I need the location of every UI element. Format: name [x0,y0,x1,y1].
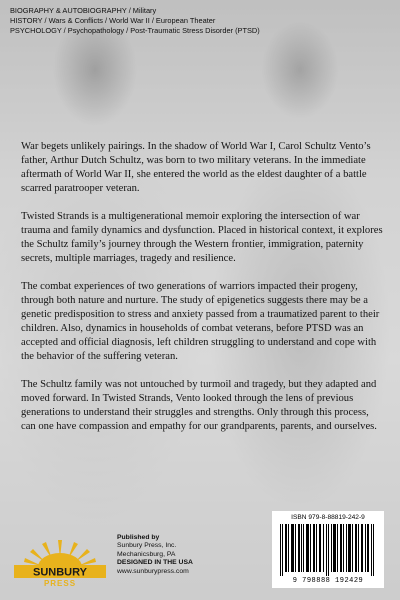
logo-text-top: SUNBURY [33,566,87,579]
publisher-line: Sunbury Press, Inc. [117,542,177,550]
logo-text-bottom: PRESS [43,579,77,588]
subject-categories [10,6,390,36]
publisher-line: DESIGNED IN THE USA [117,559,193,567]
blurb-paragraph: Twisted Strands is a multigenerational memoir exploring the intersection of war trauma and family dynamics and dysfunction. Placed in historical context, it explores the Schultz family’s journey through the Western frontier, immigration, paternity secrets, multiple marriages, tragedy and resilience. [21,211,383,264]
blurb [21,140,383,448]
blurb-paragraph: The Schultz family was not untouched by turmoil and tragedy, but they adapted and moved forward. In Twisted Strands, Vento looked through the lens of previous generations to understand their struggles and strengths. Only through this process, can one have compassion and empathy for our grandparents, parents, and ourselves. [21,379,377,432]
blurb-paragraph: War begets unlikely pairings. In the shadow of World War I, Carol Schultz Vento’s father, Arthur Dutch Schultz, was born to two military veterans. In the immediate aftermath of World War II, she entered the world as the eldest daughter of a battle scarred paratrooper veteran. [21,141,371,194]
isbn-label: ISBN 979-8-88819-242-9 [291,514,365,521]
category-line: BIOGRAPHY & AUTOBIOGRAPHY / Military [10,6,157,15]
publisher-line: www.sunburypress.com [117,567,189,575]
category-line: PSYCHOLOGY / Psychopathology / Post-Traumatic Stress Disorder (PTSD) [10,26,260,35]
barcode-number: 9 798888 192429 [292,577,364,585]
category-line: HISTORY / Wars & Conflicts / World War II / European Theater [10,16,216,25]
blurb-paragraph: The combat experiences of two generations of warriors impacted their progeny, through both nature and nurture. The study of epigenetics suggests there may be a genetic predisposition to stress and anxiety passed from a traumatized parent to their children. Also, dynamics in households of combat veterans, before PTSD was an accepted and official diagnosis, left children struggling to understand and cope with the behavior of the suffering veteran. [21,281,380,362]
publisher-line: Mechanicsburg, PA [117,550,176,558]
barcode-box [272,511,384,588]
barcode-icon [278,524,378,576]
publisher-line: Published by [117,534,160,541]
sunbury-press-logo [12,534,108,588]
publisher-info [117,534,257,576]
